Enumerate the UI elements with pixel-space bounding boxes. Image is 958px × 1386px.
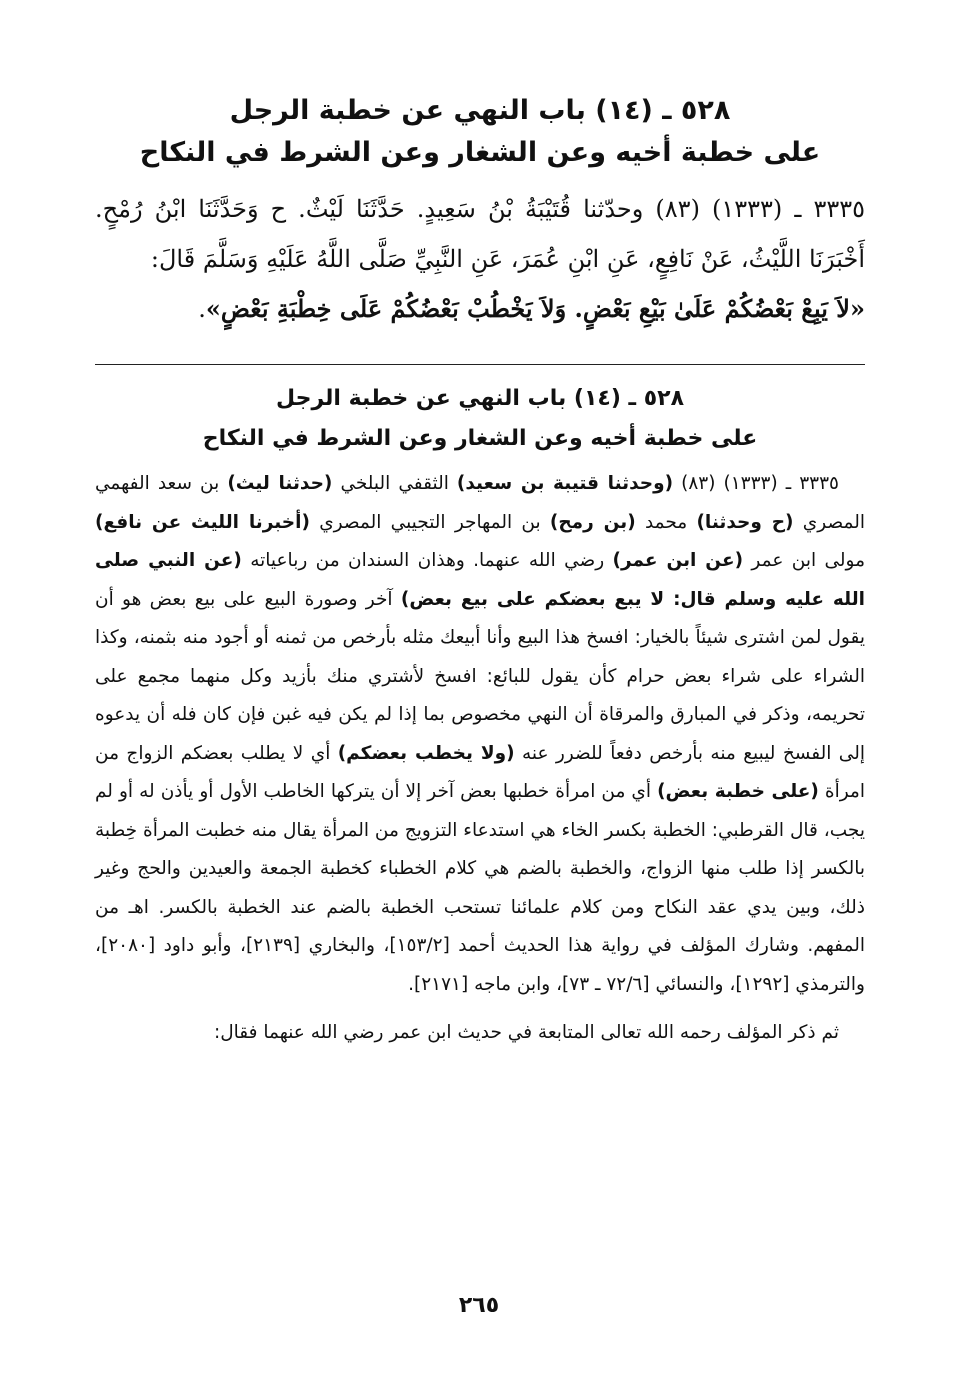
commentary-quoted-segment: (أخبرنا الليث عن نافع) bbox=[95, 511, 310, 533]
commentary-text-segment: رضي الله عنهما. وهذان السندان من رباعياته bbox=[241, 550, 613, 571]
page-number: ٢٦٥ bbox=[458, 1293, 500, 1318]
commentary-heading-line-1: ٥٢٨ ـ (١٤) باب النهي عن خطبة الرجل bbox=[275, 386, 685, 411]
commentary-text-segment: بن المهاجر التجيبي المصري bbox=[309, 511, 550, 533]
commentary-heading-line-2: على خطبة أخيه وعن الشغار وعن الشرط في النكاح bbox=[202, 426, 758, 451]
commentary-quoted-segment: (وحدثنا قتيبة بن سعيد) bbox=[456, 473, 674, 494]
commentary-text-segment: الثقفي البلخي bbox=[332, 473, 457, 494]
hadith-text bbox=[95, 184, 865, 334]
commentary-text-segment: محمد bbox=[635, 511, 697, 533]
commentary-quoted-segment: (عن ابن عمر) bbox=[612, 550, 744, 571]
commentary-text-segment: أي لا يطلب بعضكم الزواج من امرأة bbox=[95, 742, 865, 802]
commentary-quoted-segment: (عن النبي صلى الله عليه وسلم قال: لا يبع بعضكم على بيع بعض) bbox=[95, 550, 865, 610]
commentary-quoted-segment: (ح وحدثنا) bbox=[696, 511, 794, 533]
page bbox=[95, 90, 865, 1053]
chapter-heading-line-2: على خطبة أخيه وعن الشغار وعن الشرط في النكاح bbox=[139, 137, 821, 168]
hadith-section bbox=[95, 90, 865, 334]
commentary-quoted-segment: (ولا يخطب بعضكم) bbox=[337, 742, 515, 764]
commentary-quoted-segment: (حدثنا ليث) bbox=[227, 473, 333, 494]
section-divider bbox=[95, 364, 865, 365]
commentary-text-segment: بن سعد الفهمي المصري bbox=[95, 473, 865, 533]
commentary-quoted-segment: (على خطبة بعض) bbox=[657, 781, 819, 802]
closing-paragraph bbox=[95, 1014, 865, 1053]
commentary-quoted-segment: (بن رمح) bbox=[549, 511, 636, 533]
commentary-text-segment: مولى ابن عمر bbox=[743, 550, 865, 571]
commentary-section bbox=[95, 379, 865, 1053]
commentary-body bbox=[95, 465, 865, 1004]
hadith-end-mark: . bbox=[198, 295, 206, 323]
closing-text: ثم ذكر المؤلف رحمه الله تعالى المتابعة في حديث ابن عمر رضي الله عنهما فقال: bbox=[213, 1022, 839, 1043]
commentary-text-segment: أي من امرأة خطبها بعض آخر إلا أن يتركها الخاطب الأول أو يأذن له أو لم يجب، قال القرطبي: الخطبة بكسر الخاء هي استدعاء التزويج من المرأة يقال منه خطبت المرأة خِطبة بالكسر إذا طلب منها الزواج، والخطبة بالضم هي كلام الخطباء كخطبة الجمعة والعيدين والحج وغير ذلك، وبين يدي عقد النكاح ومن كلام علمائنا تستحب الخطبة بالضم عند الخطبة بالكسر. اهـ من المفهم. وشارك المؤلف في رواية هذا الحديث أحمد [١٥٣/٢]، والبخاري [٢١٣٩]، وأبو داود [٢٠٨٠]، والترمذي [١٢٩٢]، والنسائي [٧٢/٦ ـ ٧٣]، وابن ماجه [٢١٧١]. bbox=[95, 781, 865, 995]
hadith-isnad: ٣٣٣٥ ـ (١٣٣٣) (٨٣) وحدّثنا قُتَيْبَةُ بْنُ سَعِيدٍ. حَدَّثَنَا لَيْثٌ. ح وَحَدَّثَنَا ابْنُ رُمْحٍ. أَخْبَرَنَا اللَّيْثُ، عَنْ نَافِعٍ، عَنِ ابْنِ عُمَرَ، عَنِ النَّبِيِّ صَلَّى اللَّهُ عَلَيْهِ وَسَلَّمَ قَالَ: bbox=[95, 195, 866, 273]
commentary-text-segment: آخر وصورة البيع على بيع بعض هو أن يقول لمن اشترى شيئاً بالخيار: افسخ هذا البيع وأنا أبيعك مثله بأرخص من ثمنه أو أجود منه بثمنه، وكذا الشراء على شراء بعض حرام كأن يقول للبائع: افسخ لأشتري منك بأزيد وكل منهما مجمع على تحريمه، وذكر في المبارق والمرقاة أن النهي مخصوص بما إذا لم يكن فيه غبن فإن كان فله أن يدعوه إلى الفسخ ليبيع منه بأرخص دفعاً للضرر عنه bbox=[95, 588, 865, 764]
hadith-matn: «لاَ يَبِعْ بَعْضُكُمْ عَلَىٰ بَيْعِ بَعْضٍ. وَلاَ يَخْطُبْ بَعْضُكُمْ عَلَى خِطْبَةِ بَعْضٍ» bbox=[205, 294, 865, 323]
commentary-text-segment: ٣٣٣٥ ـ (١٣٣٣) (٨٣) bbox=[673, 473, 839, 494]
chapter-heading-line-1: ٥٢٨ ـ (١٤) باب النهي عن خطبة الرجل bbox=[229, 95, 731, 126]
